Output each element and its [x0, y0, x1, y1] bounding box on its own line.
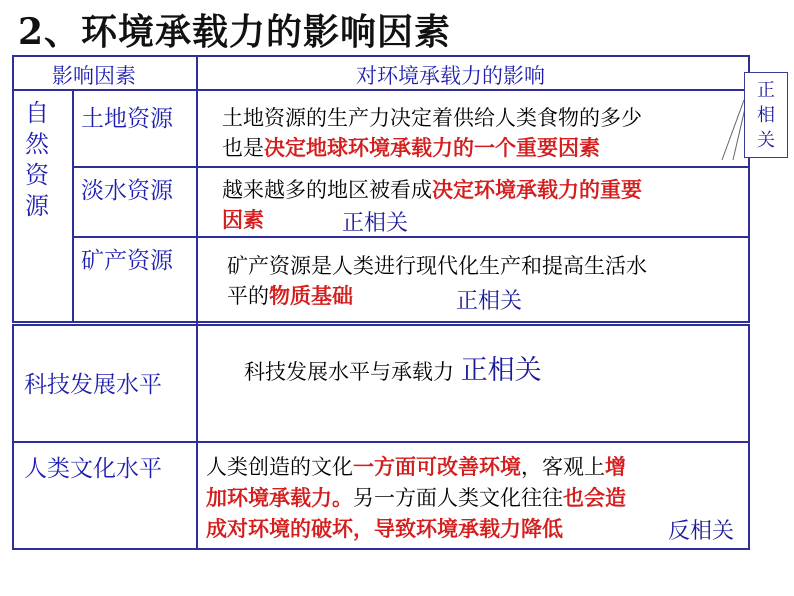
- mineral-correlation: 正相关: [456, 289, 523, 314]
- tech-level-label: 科技发展水平: [24, 372, 162, 398]
- land-resources-text: 土地资源的生产力决定着供给人类食物的多少 也是决定地球环境承载力的一个重要因素: [222, 106, 642, 160]
- tech-level-text: 科技发展水平与承载力 正相关: [244, 355, 542, 386]
- natural-resources-label: 自 然 资 源: [25, 99, 49, 220]
- culture-correlation: 反相关: [668, 519, 735, 544]
- mineral-resources-text: 矿产资源是人类进行现代化生产和提高生活水 平的物质基础: [227, 254, 647, 308]
- header-factors: 影响因素: [52, 64, 136, 88]
- culture-level-label: 人类文化水平: [24, 456, 162, 482]
- culture-level-text: 人类创造的文化一方面可改善环境，客观上增 加环境承载力。另一方面人类文化往往也会造 成对环境的破坏，导致环境承载力降低: [206, 455, 626, 541]
- water-correlation: 正相关: [342, 211, 409, 236]
- positive-correlation-badge: 正 相 关: [744, 72, 788, 158]
- mineral-resources-label: 矿产资源: [81, 248, 173, 274]
- header-impact: 对环境承载力的影响: [356, 64, 545, 88]
- water-resources-text: 越来越多的地区被看成决定环境承载力的重要 因素: [222, 178, 642, 232]
- water-resources-label: 淡水资源: [81, 178, 173, 204]
- land-resources-label: 土地资源: [81, 106, 173, 132]
- page-title: 2、环境承载力的影响因素: [18, 11, 452, 53]
